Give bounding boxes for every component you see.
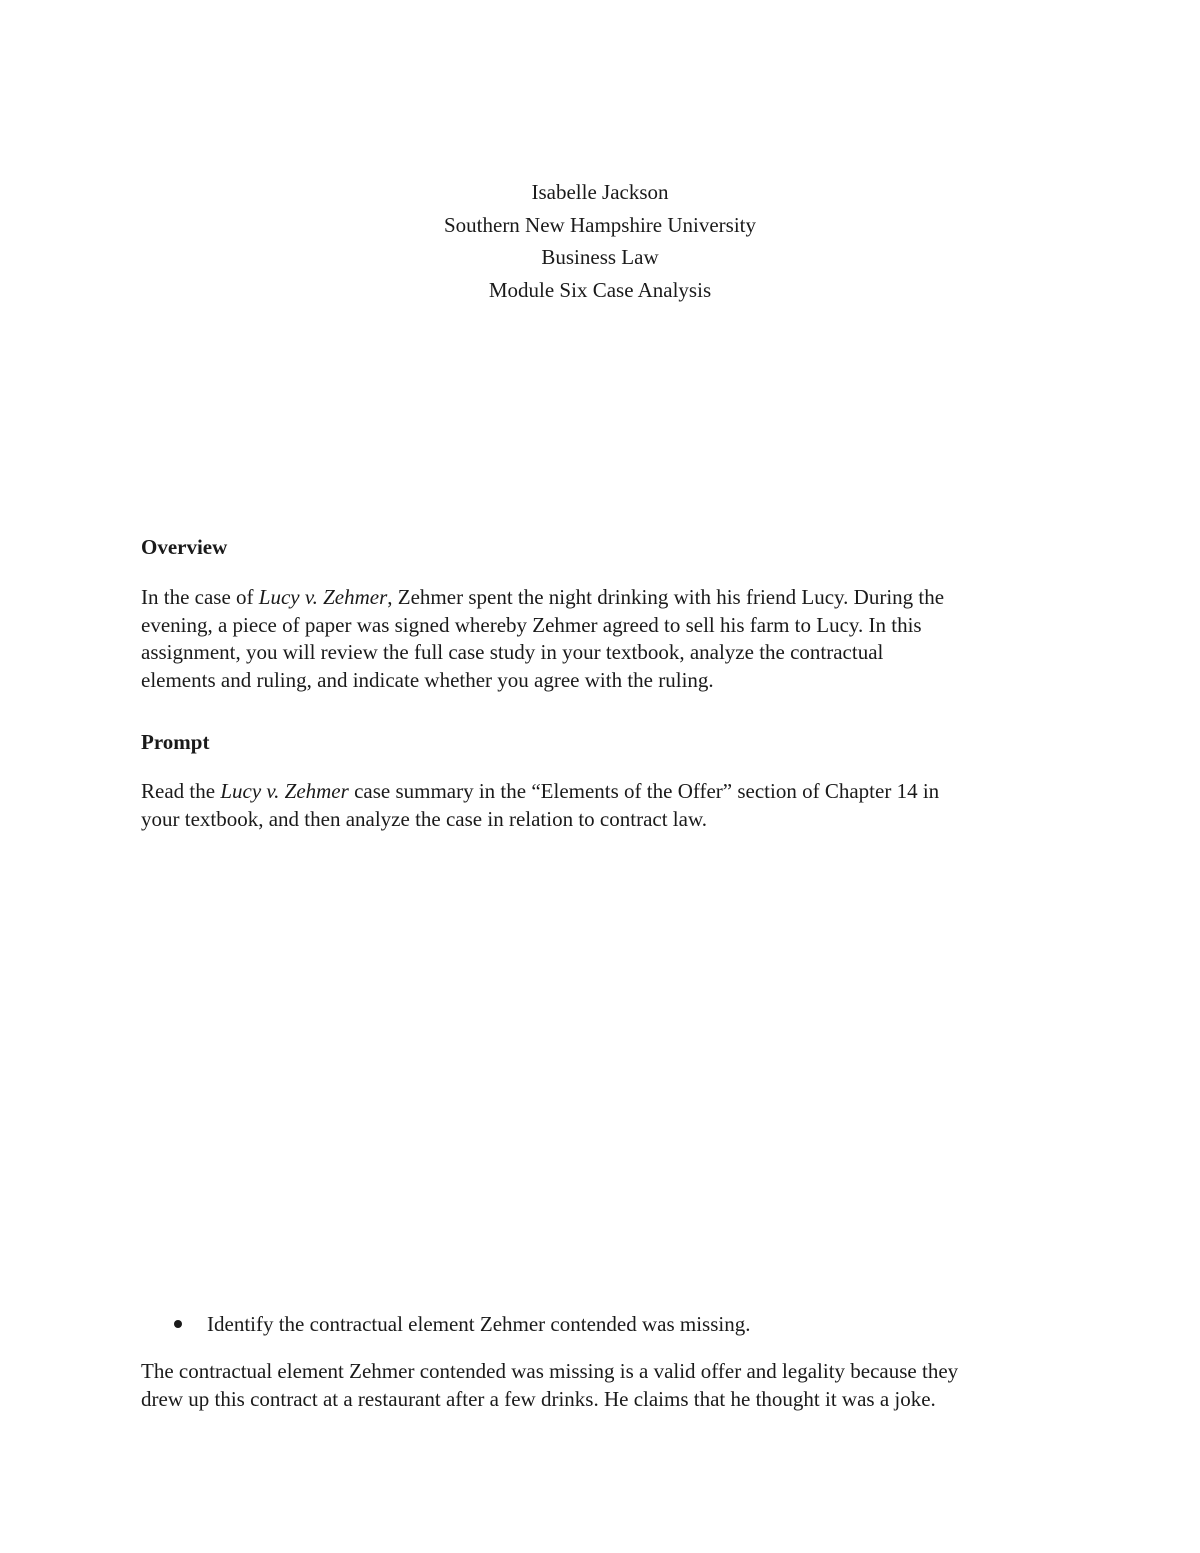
answer-paragraph [141, 1358, 1066, 1413]
overview-line-3: assignment, you will review the full case study in your textbook, analyze the contractual [141, 640, 884, 664]
author-name: Isabelle Jackson [531, 180, 669, 204]
course-name: Business Law [541, 245, 659, 269]
prompt-line-2: your textbook, and then analyze the case in relation to contract law. [141, 806, 708, 831]
assignment-title: Module Six Case Analysis [488, 277, 712, 302]
overview-heading: Overview [141, 535, 228, 559]
prompt-line-1-end: case summary in the “Elements of the Offer” section of Chapter 14 in [348, 779, 940, 803]
overview-line-1 [141, 584, 1066, 612]
overview-line-2: evening, a piece of paper was signed whereby Zehmer agreed to sell his farm to Lucy. In this [141, 612, 922, 637]
answer-line-1: The contractual element Zehmer contended was missing is a valid offer and legality because they [141, 1359, 959, 1383]
bullet-text: Identify the contractual element Zehmer contended was missing. [207, 1312, 751, 1336]
overview-line-1-end: , Zehmer spent the night drinking with his friend Lucy. During the [387, 585, 945, 609]
institution-name: Southern New Hampshire University [443, 212, 757, 237]
answer-line-2: drew up this contract at a restaurant after a few drinks. He claims that he thought it was a joke. [141, 1386, 936, 1411]
overview-line-1-start: In the case of [141, 585, 259, 609]
prompt-line-1 [141, 778, 1066, 806]
bullet-item [174, 1310, 750, 1338]
title-block [0, 176, 1200, 306]
prompt-line-1-start: Read the [141, 779, 221, 803]
case-name-italic: Lucy v. Zehmer [220, 779, 349, 803]
bullet-icon [174, 1320, 182, 1328]
prompt-paragraph [141, 778, 1066, 833]
prompt-heading: Prompt [141, 730, 210, 754]
overview-line-4: elements and ruling, and indicate whether you agree with the ruling. [141, 667, 714, 692]
case-name-italic: Lucy v. Zehmer [258, 585, 388, 609]
overview-paragraph [141, 584, 1066, 694]
